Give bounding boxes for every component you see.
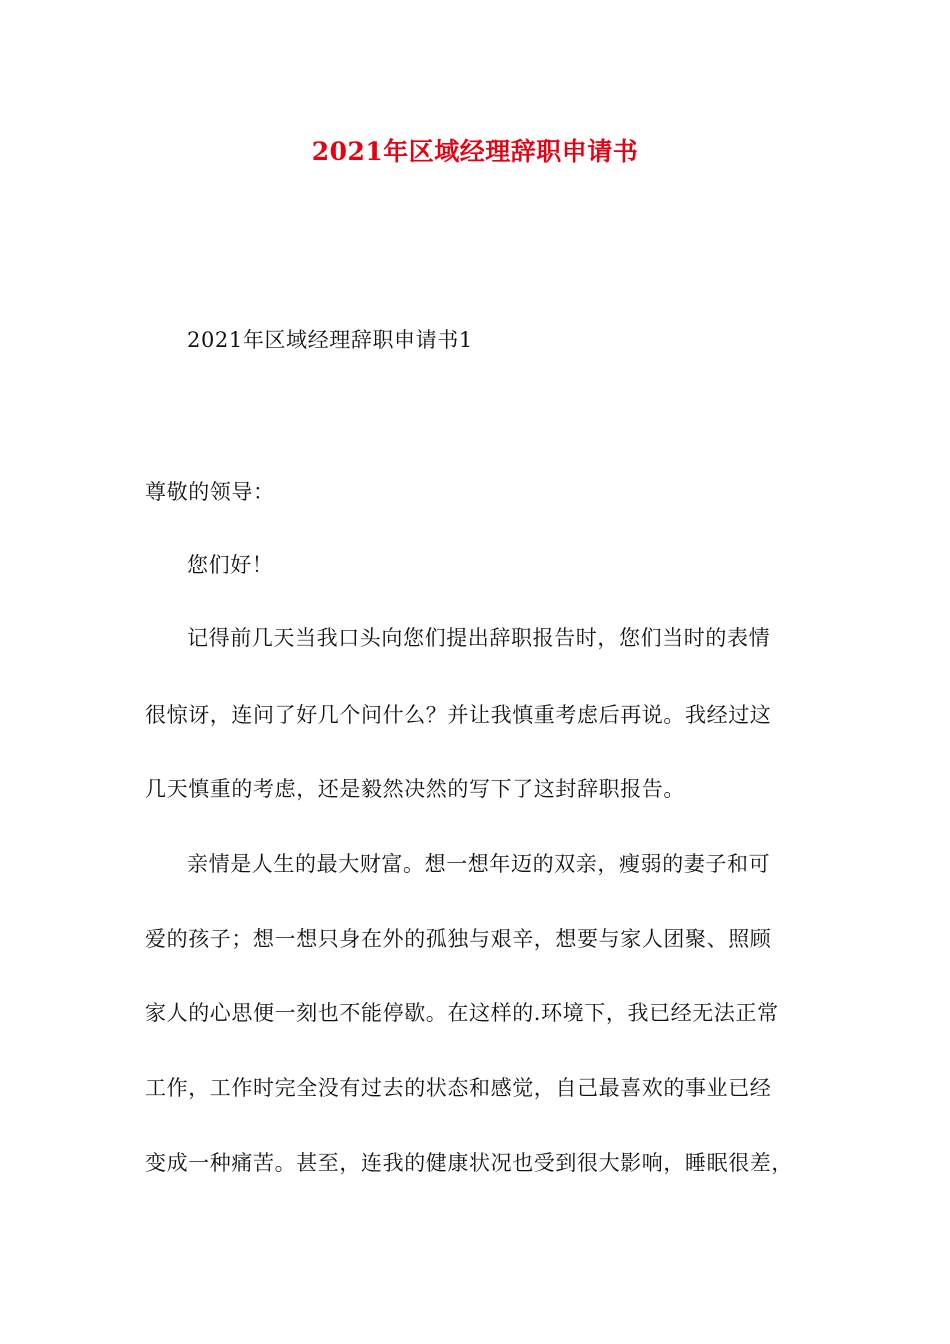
paragraph-line: 变成一种痛苦。甚至，连我的健康状况也受到很大影响，睡眠很差， (145, 1151, 793, 1175)
paragraph-line: 几天慎重的考虑，还是毅然决然的写下了这封辞职报告。 (145, 777, 685, 801)
paragraph-line: 很惊讶，连问了好几个问什么？并让我慎重考虑后再说。我经过这 (145, 703, 772, 727)
paragraph-line: 工作，工作时完全没有过去的状态和感觉，自己最喜欢的事业已经 (145, 1076, 772, 1100)
paragraph-line: 记得前几天当我口头向您们提出辞职报告时，您们当时的表情 (187, 626, 771, 650)
greeting: 您们好！ (187, 553, 274, 577)
document-title: 2021年区域经理辞职申请书 (311, 137, 639, 166)
paragraph-line: 亲情是人生的最大财富。想一想年迈的双亲，瘦弱的妻子和可 (187, 852, 771, 876)
paragraph-line: 爱的孩子；想一想只身在外的孤独与艰辛，想要与家人团聚、照顾 (145, 927, 772, 951)
section-heading: 2021年区域经理辞职申请书1 (187, 328, 473, 352)
salutation: 尊敬的领导： (145, 480, 275, 504)
paragraph-line: 家人的心思便一刻也不能停歇。在这样的.环境下，我已经无法正常 (145, 1001, 779, 1025)
